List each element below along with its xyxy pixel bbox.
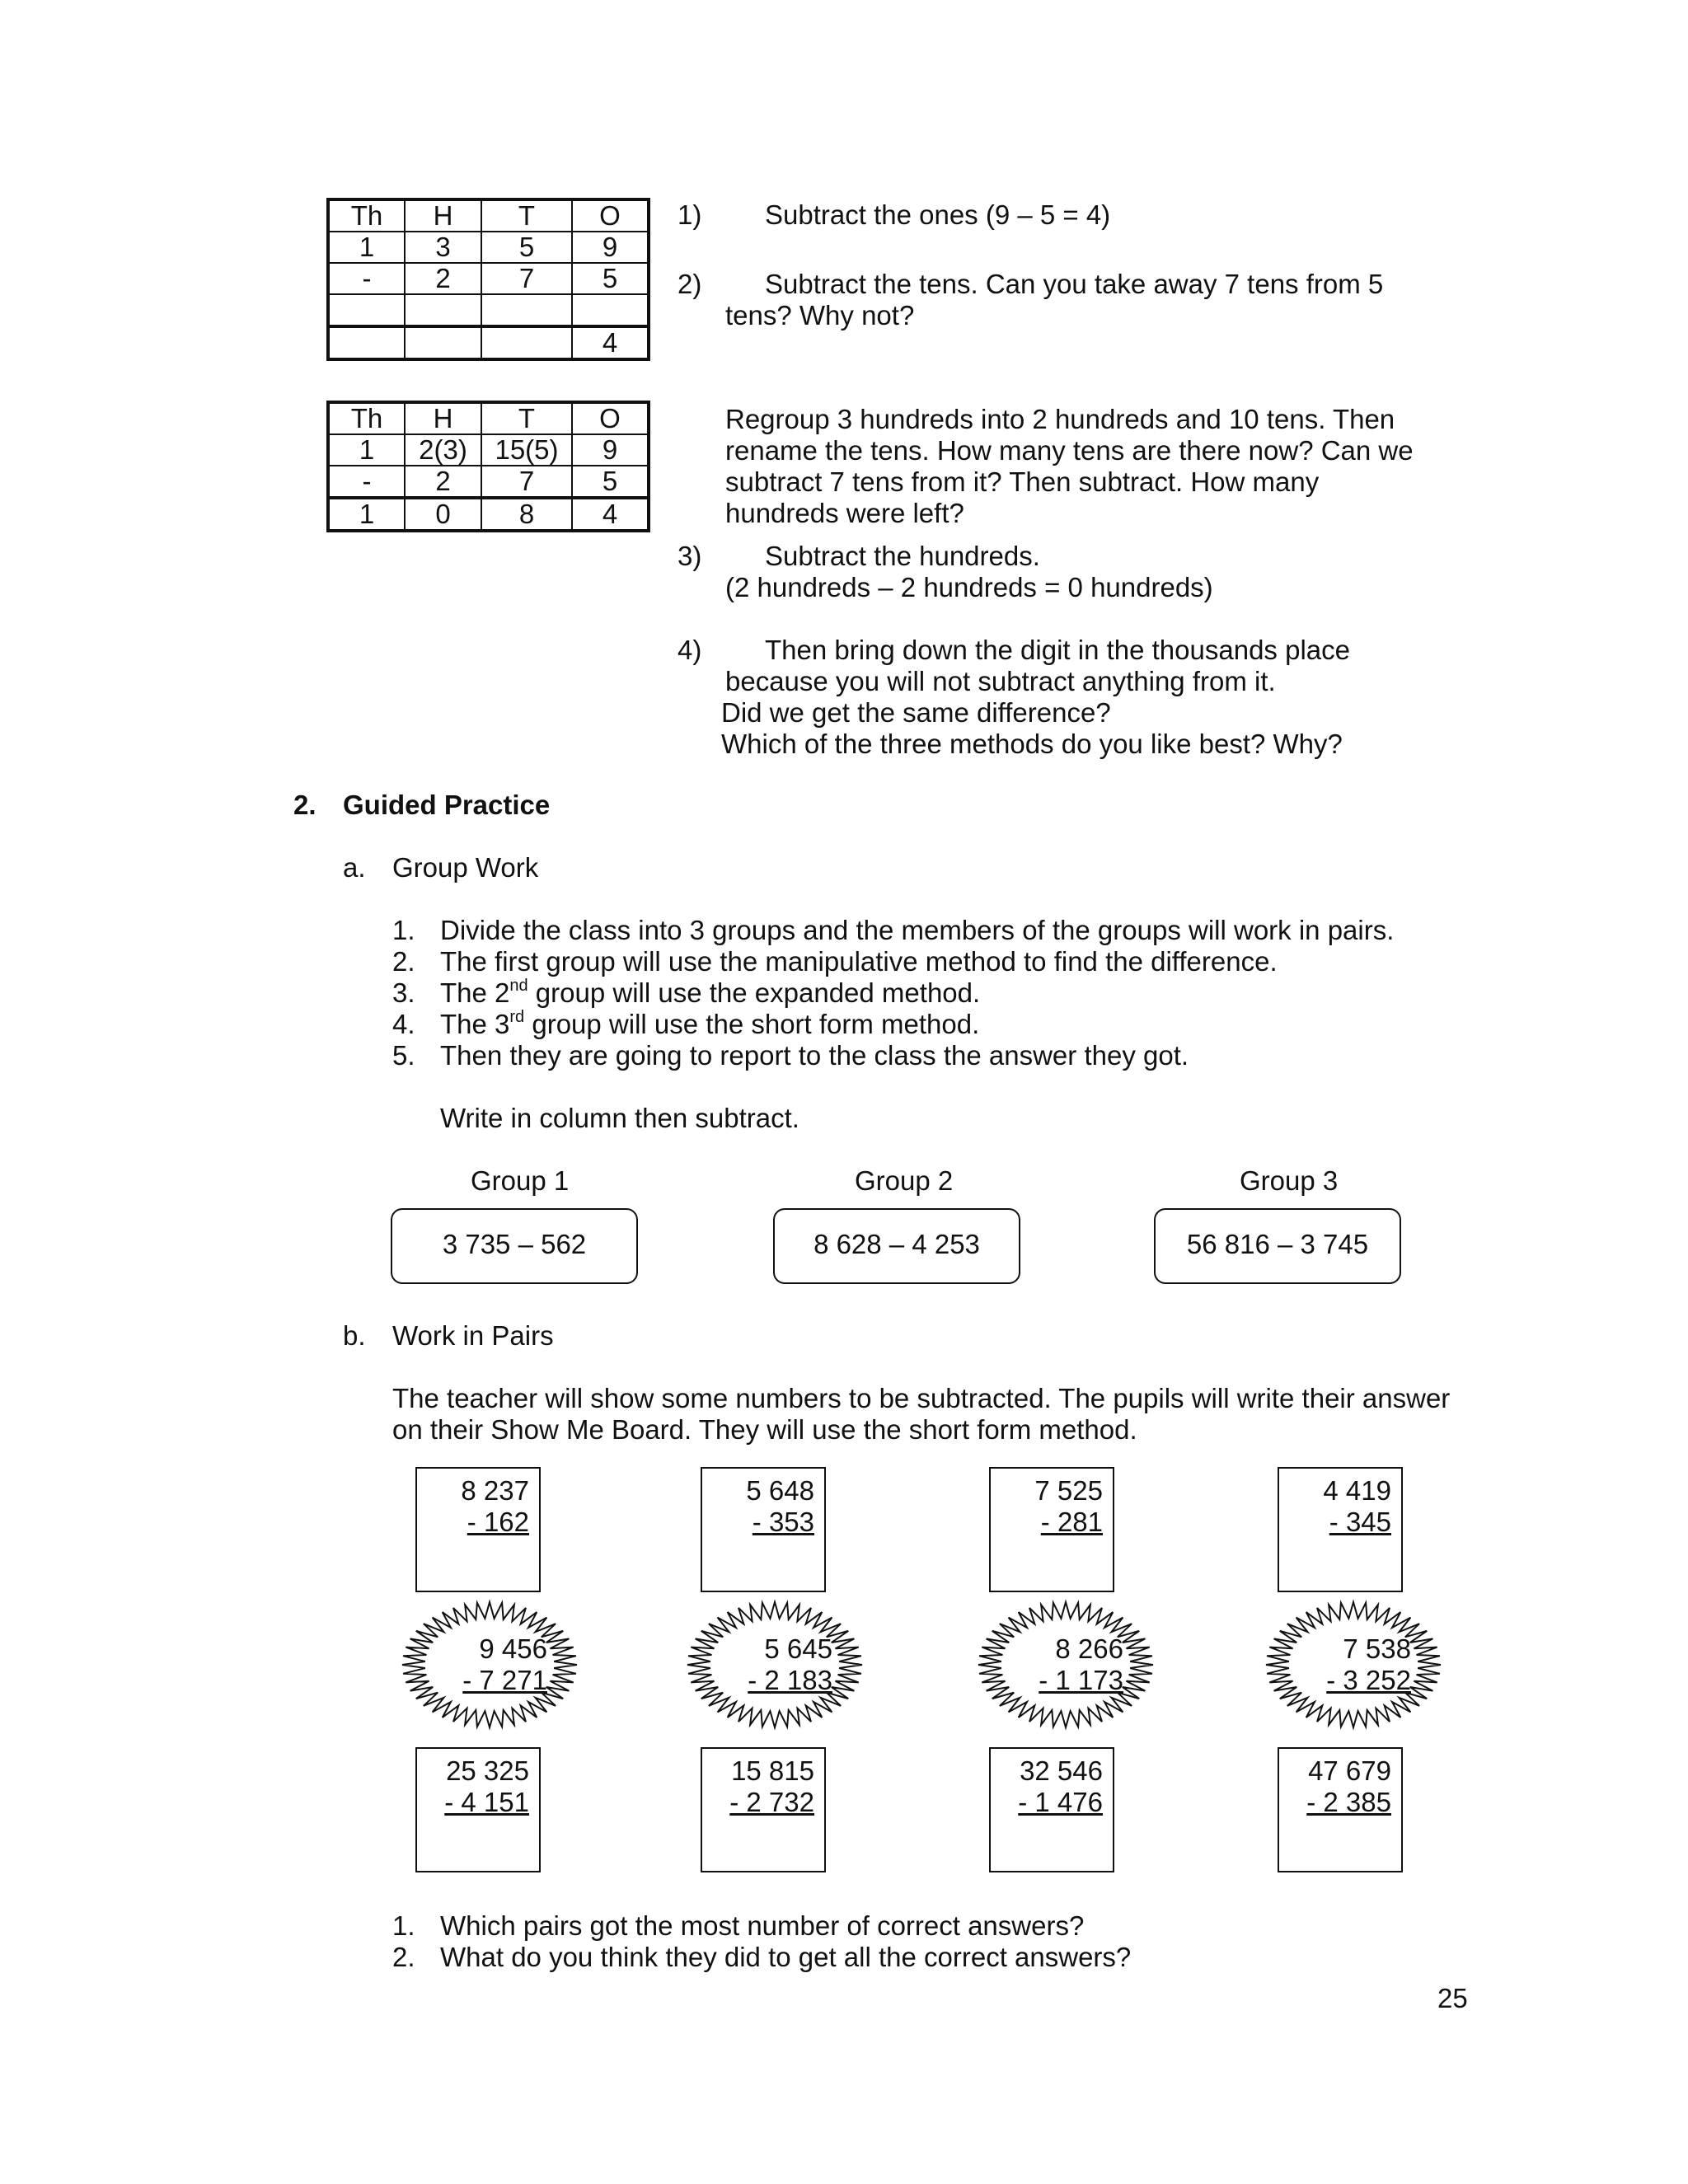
question-same-difference: Did we get the same difference? [721, 697, 1111, 728]
table-cell [572, 294, 649, 326]
burst-problem [975, 1599, 1156, 1731]
table-row [328, 232, 649, 263]
list-number: 4. [392, 1009, 415, 1039]
subtrahend: - 4 151 [444, 1787, 529, 1817]
pairs-instruction-cont: on their Show Me Board. They will use the short form method. [392, 1414, 1137, 1445]
list-number: 3. [392, 977, 415, 1008]
list-number: 1. [392, 915, 415, 945]
list-item [440, 1009, 979, 1044]
subtrahend: - 353 [752, 1507, 814, 1537]
show-me-board [989, 1747, 1114, 1872]
minuend: 5 648 [746, 1475, 814, 1506]
subtrahend: - 2 183 [748, 1665, 832, 1695]
step-2-number: 2) [678, 269, 702, 299]
table-row [328, 326, 649, 359]
show-me-board [1278, 1747, 1403, 1872]
list-item-text: The 3 [440, 1009, 510, 1039]
minuend: 5 645 [764, 1633, 832, 1664]
show-me-board [701, 1467, 826, 1592]
step-3-text: Subtract the hundreds. [765, 541, 1040, 571]
table-cell: 2(3) [405, 434, 481, 466]
table-cell: O [572, 199, 649, 232]
burst-problem [684, 1599, 865, 1731]
subtrahend: - 162 [467, 1507, 529, 1537]
place-value-table-1 [326, 198, 650, 361]
table-cell [405, 326, 481, 359]
step-1-number: 1) [678, 199, 702, 230]
step-1-text: Subtract the ones (9 – 5 = 4) [765, 199, 1111, 230]
subtrahend: - 3 252 [1326, 1665, 1411, 1695]
section-title: Guided Practice [343, 790, 551, 820]
table-cell: 7 [481, 263, 572, 294]
table-cell: 5 [572, 263, 649, 294]
page-number: 25 [1437, 1983, 1468, 2013]
subsection-b-title: Work in Pairs [392, 1320, 554, 1351]
step-4-number: 4) [678, 635, 702, 665]
group-label: Group 2 [855, 1165, 954, 1196]
list-number: 5. [392, 1040, 415, 1071]
table-row [328, 498, 649, 531]
minuend: 4 419 [1323, 1475, 1391, 1506]
table-cell: 4 [572, 326, 649, 359]
table-cell: 9 [572, 232, 649, 263]
subsection-a-letter: a. [343, 852, 366, 883]
table-cell: 1 [328, 232, 405, 263]
table-cell: - [328, 466, 405, 498]
table-cell: 2 [405, 263, 481, 294]
list-item: Then they are going to report to the class the answer they got. [440, 1040, 1189, 1071]
subtrahend: - 281 [1040, 1507, 1103, 1537]
table-row [328, 434, 649, 466]
instruction-text: Write in column then subtract. [440, 1103, 799, 1133]
step-3-text-cont: (2 hundreds – 2 hundreds = 0 hundreds) [725, 572, 1213, 602]
regroup-line: hundreds were left? [725, 498, 964, 528]
ordinal-suffix: rd [509, 1008, 525, 1026]
table-cell [481, 294, 572, 326]
subtrahend: - 2 732 [729, 1787, 814, 1817]
table-header-row [328, 199, 649, 232]
table-row [328, 263, 649, 294]
group-problem-box: 3 735 – 562 [391, 1208, 638, 1284]
table-cell: - [328, 263, 405, 294]
table-cell: H [405, 402, 481, 434]
group-problem-box: 8 628 – 4 253 [773, 1208, 1020, 1284]
table-cell: H [405, 199, 481, 232]
table-cell: O [572, 402, 649, 434]
list-number: 2. [392, 1942, 415, 1972]
subsection-b-letter: b. [343, 1320, 366, 1351]
step-4-text-cont: because you will not subtract anything from it. [725, 666, 1276, 696]
show-me-board [701, 1747, 826, 1872]
list-item: The first group will use the manipulative method to find the difference. [440, 946, 1278, 977]
list-item-text: group will use the expanded method. [528, 977, 981, 1008]
regroup-line: rename the tens. How many tens are there now? Can we [725, 435, 1414, 466]
table-cell: 7 [481, 466, 572, 498]
table-cell: 1 [328, 498, 405, 531]
table-cell: 4 [572, 498, 649, 531]
table-cell [405, 294, 481, 326]
burst-problem [1263, 1599, 1444, 1731]
table-cell: 0 [405, 498, 481, 531]
table-header-row [328, 402, 649, 434]
place-value-table-2 [326, 401, 650, 532]
question-best-method: Which of the three methods do you like best? Why? [721, 729, 1343, 759]
subtrahend: - 1 173 [1039, 1665, 1123, 1695]
table-cell: T [481, 402, 572, 434]
step-2-text-cont: tens? Why not? [725, 300, 915, 330]
regroup-line: subtract 7 tens from it? Then subtract. How many [725, 466, 1320, 497]
minuend: 8 237 [461, 1475, 529, 1506]
table-cell: Th [328, 199, 405, 232]
minuend: 7 538 [1343, 1633, 1411, 1664]
subtrahend: - 7 271 [462, 1665, 547, 1695]
group-label: Group 3 [1240, 1165, 1339, 1196]
minuend: 7 525 [1034, 1475, 1103, 1506]
show-me-board [1278, 1467, 1403, 1592]
list-number: 2. [392, 946, 415, 977]
table-row [328, 466, 649, 498]
final-question: Which pairs got the most number of correct answers? [440, 1910, 1085, 1941]
final-question: What do you think they did to get all the correct answers? [440, 1942, 1132, 1972]
show-me-board [415, 1467, 541, 1592]
table-cell: 1 [328, 434, 405, 466]
list-item-text: group will use the short form method. [524, 1009, 980, 1039]
list-item: Divide the class into 3 groups and the members of the groups will work in pairs. [440, 915, 1395, 945]
table-cell [328, 326, 405, 359]
table-cell: 9 [572, 434, 649, 466]
show-me-board [989, 1467, 1114, 1592]
subtrahend: - 1 476 [1018, 1787, 1103, 1817]
ordinal-suffix: nd [509, 977, 528, 995]
minuend: 8 266 [1055, 1633, 1123, 1664]
table-cell: 5 [481, 232, 572, 263]
minuend: 15 815 [731, 1755, 814, 1786]
table-cell: T [481, 199, 572, 232]
minuend: 9 456 [479, 1633, 547, 1664]
minuend: 25 325 [446, 1755, 529, 1786]
subsection-a-title: Group Work [392, 852, 539, 883]
section-number: 2. [293, 790, 316, 820]
table-cell [481, 326, 572, 359]
step-2-text: Subtract the tens. Can you take away 7 tens from 5 [765, 269, 1384, 299]
table-cell: 2 [405, 466, 481, 498]
table-cell: 15(5) [481, 434, 572, 466]
table-cell [328, 294, 405, 326]
minuend: 32 546 [1020, 1755, 1103, 1786]
minuend: 47 679 [1308, 1755, 1391, 1786]
group-label: Group 1 [471, 1165, 570, 1196]
list-item-text: The 2 [440, 977, 510, 1008]
show-me-board [415, 1747, 541, 1872]
subtrahend: - 345 [1329, 1507, 1391, 1537]
table-cell: 3 [405, 232, 481, 263]
table-row [328, 294, 649, 326]
list-number: 1. [392, 1910, 415, 1941]
table-cell: Th [328, 402, 405, 434]
burst-problem [399, 1599, 580, 1731]
pairs-instruction: The teacher will show some numbers to be subtracted. The pupils will write their answer [392, 1383, 1451, 1413]
step-4-text: Then bring down the digit in the thousands place [765, 635, 1350, 665]
regroup-line: Regroup 3 hundreds into 2 hundreds and 10 tens. Then [725, 404, 1395, 434]
table-cell: 8 [481, 498, 572, 531]
group-problem-box: 56 816 – 3 745 [1154, 1208, 1401, 1284]
subtrahend: - 2 385 [1306, 1787, 1391, 1817]
table-cell: 5 [572, 466, 649, 498]
step-3-number: 3) [678, 541, 702, 571]
